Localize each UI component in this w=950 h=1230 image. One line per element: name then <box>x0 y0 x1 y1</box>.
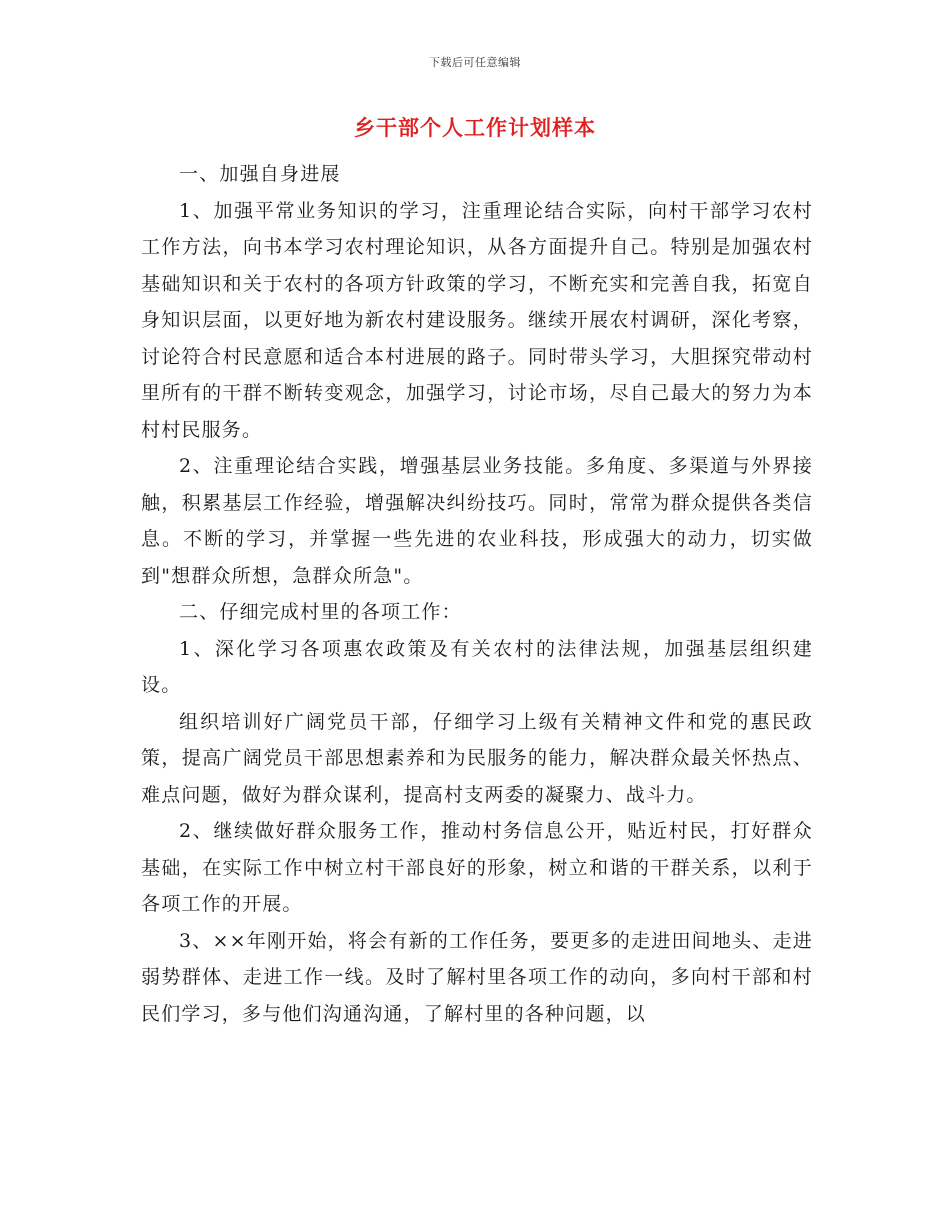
body-paragraph: 组织培训好广阔党员干部，仔细学习上级有关精神文件和党的惠民政策，提高广阔党员干部思想素养和为民服务的能力，解决群众最关怀热点、难点问题，做好为群众谋利，提高村支两委的凝聚力、战斗力。 <box>141 710 813 806</box>
document-title: 乡干部个人工作计划样本 <box>354 115 596 140</box>
body-paragraph: 1、深化学习各项惠农政策及有关农村的法律法规，加强基层组织建设。 <box>141 637 813 696</box>
section-heading-2: 二、仔细完成村里的各项工作： <box>179 601 462 623</box>
section-heading-1: 一、加强自身进展 <box>179 163 341 185</box>
body-paragraph: 2、继续做好群众服务工作，推动村务信息公开，贴近村民，打好群众基础，在实际工作中树立村干部良好的形象，树立和谐的干群关系，以利于各项工作的开展。 <box>141 820 813 915</box>
body-paragraph: 1、加强平常业务知识的学习，注重理论结合实际，向村干部学习农村工作方法，向书本学习农村理论知识，从各方面提升自己。特别是加强农村基础知识和关于农村的各项方针政策的学习，不断充实和完善自我，拓宽自身知识层面，以更好地为新农村建设服务。继续开展农村调研，深化考察，讨论符合村民意愿和适合本村进展的路子。同时带头学习，大胆探究带动村里所有的干群不断转变观念，加强学习，讨论市场，尽自己最大的努力为本村村民服务。 <box>141 199 813 441</box>
header-note: 下载后可任意编辑 <box>429 56 521 69</box>
document-body <box>141 156 813 1032</box>
body-paragraph: 2、注重理论结合实践，增强基层业务技能。多角度、多渠道与外界接触，积累基层工作经验，增强解决纠纷技巧。同时，常常为群众提供各类信息。不断的学习，并掌握一些先进的农业科技，形成强大的动力，切实做到"想群众所想，急群众所急"。 <box>141 455 813 587</box>
body-paragraph: 3、××年刚开始，将会有新的工作任务，要更多的走进田间地头、走进弱势群体、走进工作一线。及时了解村里各项工作的动向，多向村干部和村民们学习，多与他们沟通沟通，了解村里的各种问题，以 <box>141 929 813 1025</box>
